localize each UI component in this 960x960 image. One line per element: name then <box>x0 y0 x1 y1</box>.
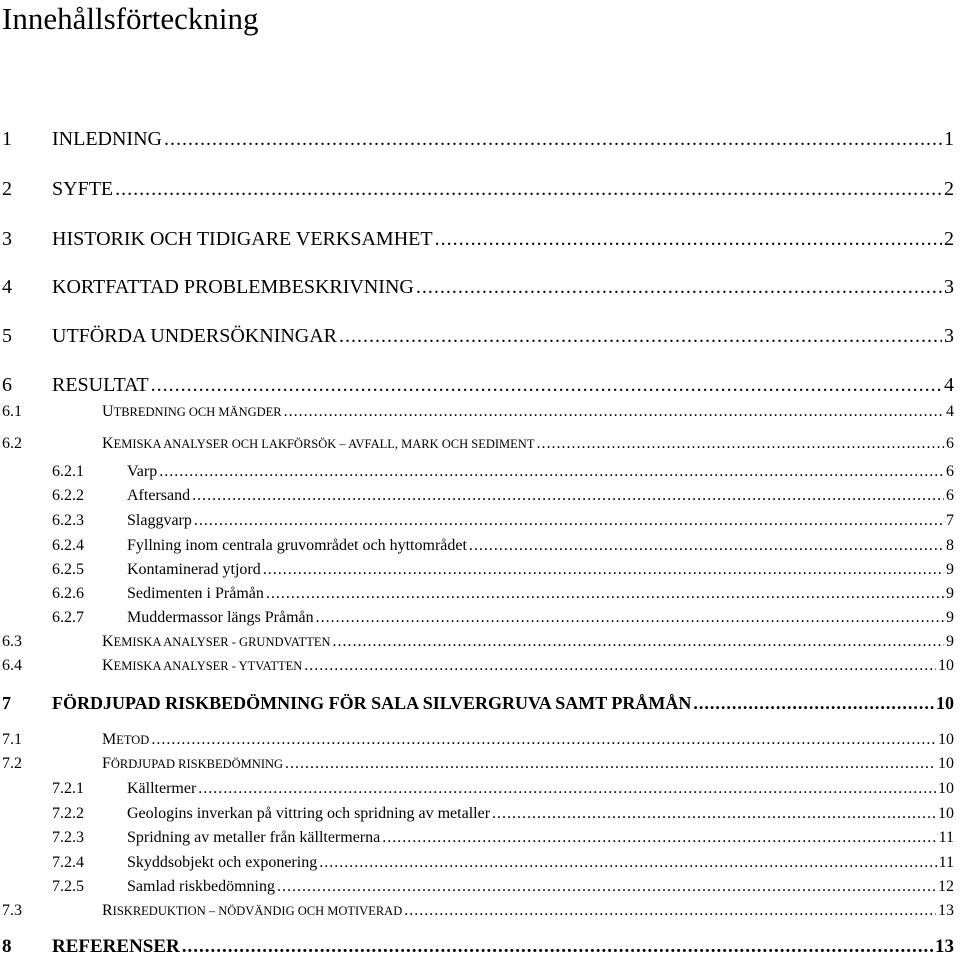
toc-leader <box>198 780 936 798</box>
toc-page: 6 <box>946 435 954 452</box>
toc-label: HISTORIK OCH TIDIGARE VERKSAMHET <box>52 228 433 250</box>
toc-label: FÖRDJUPAD RISKBEDÖMNING <box>102 755 284 772</box>
toc-entry-2[interactable] <box>2 178 954 201</box>
toc-page: 9 <box>946 585 954 602</box>
toc-leader <box>536 435 944 453</box>
toc-page: 9 <box>946 633 954 650</box>
toc-page: 10 <box>938 780 954 797</box>
toc-entry-7-2-1[interactable] <box>2 780 954 798</box>
toc-label: KEMISKA ANALYSER - YTVATTEN <box>102 657 303 674</box>
toc-leader <box>382 829 936 847</box>
toc-number: 3 <box>2 228 12 250</box>
toc-number: 6.2.3 <box>52 512 84 529</box>
toc-entry-6-4[interactable] <box>2 657 954 675</box>
page-title: Innehållsförteckning <box>2 1 259 36</box>
toc-entry-7-2-2[interactable] <box>2 805 954 823</box>
toc-leader <box>159 463 944 481</box>
toc-label: Spridning av metaller från källtermerna <box>127 829 381 846</box>
toc-entry-5[interactable] <box>2 325 954 348</box>
toc-label: Fyllning inom centrala gruvområdet och hyttområdet <box>127 537 467 554</box>
toc-leader <box>285 755 936 773</box>
toc-number: 4 <box>2 276 12 298</box>
toc-label: Slaggvarp <box>127 512 192 529</box>
toc-number: 6.2.7 <box>52 609 84 626</box>
toc-entry-6-2-6[interactable] <box>2 585 954 603</box>
toc-number: 6.3 <box>2 633 22 650</box>
toc-leader <box>693 693 934 714</box>
toc-page: 1 <box>944 128 954 150</box>
toc-page: 10 <box>936 693 954 713</box>
toc-entry-1[interactable] <box>2 128 954 151</box>
toc-page: 13 <box>935 936 954 957</box>
toc-entry-6[interactable] <box>2 374 954 397</box>
toc-page: 2 <box>944 228 954 250</box>
toc-label: METOD <box>102 731 150 748</box>
toc-entry-7-2-3[interactable] <box>2 829 954 847</box>
toc-page: 10 <box>938 805 954 822</box>
toc-label: KORTFATTAD PROBLEMBESKRIVNING <box>52 276 414 298</box>
toc-page: 6 <box>946 487 954 504</box>
toc-page: 7 <box>946 512 954 529</box>
toc-leader <box>319 854 936 872</box>
toc-leader <box>316 609 944 627</box>
toc-page: 12 <box>938 878 954 895</box>
toc-leader <box>492 805 936 823</box>
toc-number: 7.2 <box>2 755 22 772</box>
toc-label: Källtermer <box>127 780 197 797</box>
toc-page: 9 <box>946 561 954 578</box>
toc-page: 3 <box>944 325 954 347</box>
toc-leader <box>115 178 942 201</box>
toc-entry-7[interactable] <box>2 693 954 714</box>
toc-leader <box>151 731 936 749</box>
toc-number: 7.2.3 <box>52 829 84 846</box>
toc-page: 9 <box>946 609 954 626</box>
toc-page: 10 <box>938 731 954 748</box>
toc-label: REFERENSER <box>52 936 180 957</box>
toc-label: Samlad riskbedömning <box>127 878 275 895</box>
toc-page: 10 <box>938 755 954 772</box>
toc-number: 6.2.6 <box>52 585 84 602</box>
toc-entry-7-3[interactable] <box>2 902 954 920</box>
toc-label: Aftersand <box>127 487 191 504</box>
toc-number: 7.2.5 <box>52 878 84 895</box>
toc-entry-3[interactable] <box>2 228 954 251</box>
toc-label: FÖRDJUPAD RISKBEDÖMNING FÖR SALA SILVERGRUVA SAMT PRÅMÅN <box>52 693 692 713</box>
toc-label: Kontaminerad ytjord <box>127 561 261 578</box>
toc-label: SYFTE <box>52 178 114 200</box>
toc-entry-6-2-4[interactable] <box>2 537 954 555</box>
toc-number: 7.1 <box>2 731 22 748</box>
toc-number: 7.2.1 <box>52 780 84 797</box>
toc-entry-4[interactable] <box>2 276 954 299</box>
toc-entry-6-2-7[interactable] <box>2 609 954 627</box>
toc-number: 1 <box>2 128 12 150</box>
toc-entry-7-1[interactable] <box>2 731 954 749</box>
toc-leader <box>151 374 942 397</box>
toc-number: 7 <box>2 693 11 713</box>
toc-number: 6.2 <box>2 435 22 452</box>
toc-label: UTFÖRDA UNDERSÖKNINGAR <box>52 325 338 347</box>
toc-number: 5 <box>2 325 12 347</box>
toc-label: Muddermassor längs Pråmån <box>127 609 314 626</box>
toc-number: 6.2.2 <box>52 487 84 504</box>
toc-label: RESULTAT <box>52 374 149 396</box>
toc-label: KEMISKA ANALYSER - GRUNDVATTEN <box>102 633 331 650</box>
toc-leader <box>469 537 944 555</box>
toc-number: 8 <box>2 936 12 957</box>
toc-label: KEMISKA ANALYSER OCH LAKFÖRSÖK – AVFALL, MARK OCH SEDIMENT <box>102 435 535 452</box>
toc-entry-6-1[interactable] <box>2 403 954 421</box>
toc-page: 11 <box>938 854 954 871</box>
toc-page: 4 <box>944 374 954 396</box>
toc-page: 2 <box>944 178 954 200</box>
toc-page: 4 <box>946 403 954 420</box>
toc-number: 7.2.2 <box>52 805 84 822</box>
toc-leader <box>339 325 942 348</box>
toc-leader <box>404 902 936 920</box>
toc-label: Varp <box>127 463 158 480</box>
toc-number: 6.2.4 <box>52 537 84 554</box>
toc-leader <box>416 276 942 299</box>
toc-leader <box>192 487 944 505</box>
toc-label: Skyddsobjekt och exponering <box>127 854 318 871</box>
toc-entry-8[interactable] <box>2 936 954 958</box>
toc-label: Sedimenten i Pråmån <box>127 585 264 602</box>
toc-number: 7.2.4 <box>52 854 84 871</box>
toc-entry-6-3[interactable] <box>2 633 954 651</box>
toc-leader <box>333 633 945 651</box>
toc-label: RISKREDUKTION – NÖDVÄNDIG OCH MOTIVERAD <box>102 902 403 919</box>
toc-label: UTBREDNING OCH MÄNGDER <box>102 403 282 420</box>
toc-number: 2 <box>2 178 12 200</box>
toc-page: 6 <box>946 463 954 480</box>
toc-leader <box>194 512 944 530</box>
toc-entry-6-2-2[interactable] <box>2 487 954 505</box>
toc-page: 3 <box>944 276 954 298</box>
toc-number: 6.4 <box>2 657 22 674</box>
toc-leader <box>304 657 936 675</box>
toc-leader <box>266 585 944 603</box>
toc-leader <box>277 878 936 896</box>
toc-leader <box>164 128 942 151</box>
toc-label: Geologins inverkan på vittring och spridning av metaller <box>127 805 491 822</box>
toc-leader <box>182 936 933 958</box>
toc-leader <box>435 228 942 251</box>
toc-number: 6.1 <box>2 403 22 420</box>
toc-entry-7-2-4[interactable] <box>2 854 954 872</box>
toc-entry-7-2-5[interactable] <box>2 878 954 896</box>
toc-number: 7.3 <box>2 902 22 919</box>
toc-page: 10 <box>938 657 954 674</box>
toc-entry-7-2[interactable] <box>2 755 954 773</box>
toc-number: 6.2.5 <box>52 561 84 578</box>
toc-page: 8 <box>946 537 954 554</box>
toc-entry-6-2[interactable] <box>2 435 954 453</box>
toc-entry-6-2-3[interactable] <box>2 512 954 530</box>
toc-label: INLEDNING <box>52 128 162 150</box>
toc-number: 6 <box>2 374 12 396</box>
toc-number: 6.2.1 <box>52 463 84 480</box>
toc-leader <box>284 403 944 421</box>
toc-leader <box>263 561 944 579</box>
toc-page: 13 <box>938 902 954 919</box>
toc-entry-6-2-5[interactable] <box>2 561 954 579</box>
toc-page: 11 <box>938 829 954 846</box>
toc-entry-6-2-1[interactable] <box>2 463 954 481</box>
